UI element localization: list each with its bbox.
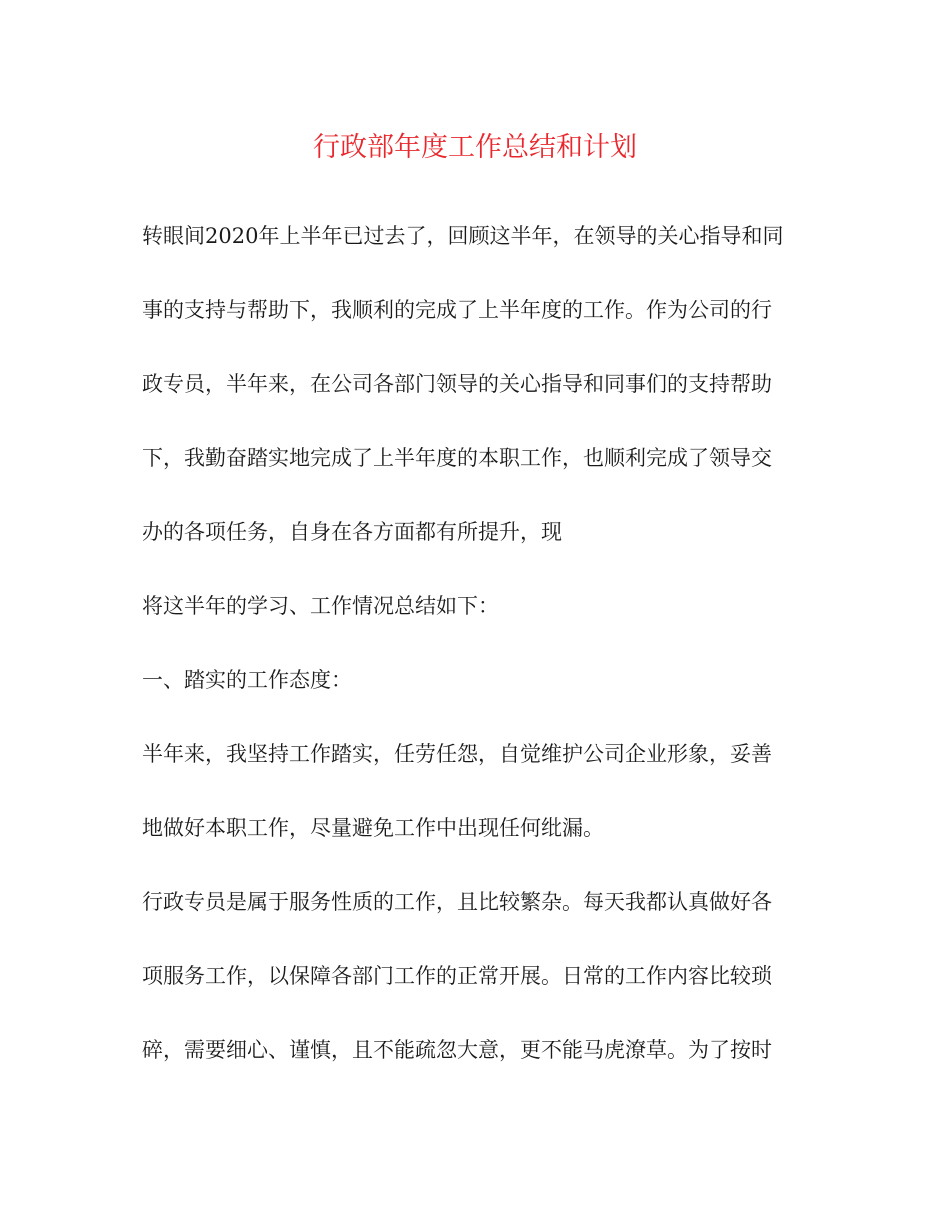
document-body xyxy=(142,210,812,1098)
text-line-6: 将这半年的学习、工作情况总结如下： xyxy=(142,594,499,618)
text-line-11: 项服务工作，以保障各部门工作的正常开展。日常的工作内容比较琐 xyxy=(142,964,772,988)
text-line-5: 办的各项任务，自身在各方面都有所提升，现 xyxy=(142,520,562,544)
text-line-4: 下，我勤奋踏实地完成了上半年度的本职工作，也顺利完成了领导交 xyxy=(142,446,772,470)
text-line-2: 事的支持与帮助下，我顺利的完成了上半年度的工作。作为公司的行 xyxy=(142,298,772,322)
document-title: 行政部年度工作总结和计划 xyxy=(313,132,637,163)
text-line-3: 政专员，半年来，在公司各部门领导的关心指导和同事们的支持帮助 xyxy=(142,372,772,396)
text-line-10: 行政专员是属于服务性质的工作，且比较繁杂。每天我都认真做好各 xyxy=(142,890,772,914)
section-heading-1: 一、踏实的工作态度： xyxy=(142,668,352,692)
text-line-9: 地做好本职工作，尽量避免工作中出现任何纰漏。 xyxy=(142,816,604,840)
text-line-8: 半年来，我坚持工作踏实，任劳任怨，自觉维护公司企业形象，妥善 xyxy=(142,742,772,766)
text-line-12: 碎，需要细心、谨慎，且不能疏忽大意，更不能马虎潦草。为了按时 xyxy=(142,1038,772,1062)
text-line-1: 转眼间2020年上半年已过去了，回顾这半年，在领导的关心指导和同 xyxy=(142,224,784,248)
